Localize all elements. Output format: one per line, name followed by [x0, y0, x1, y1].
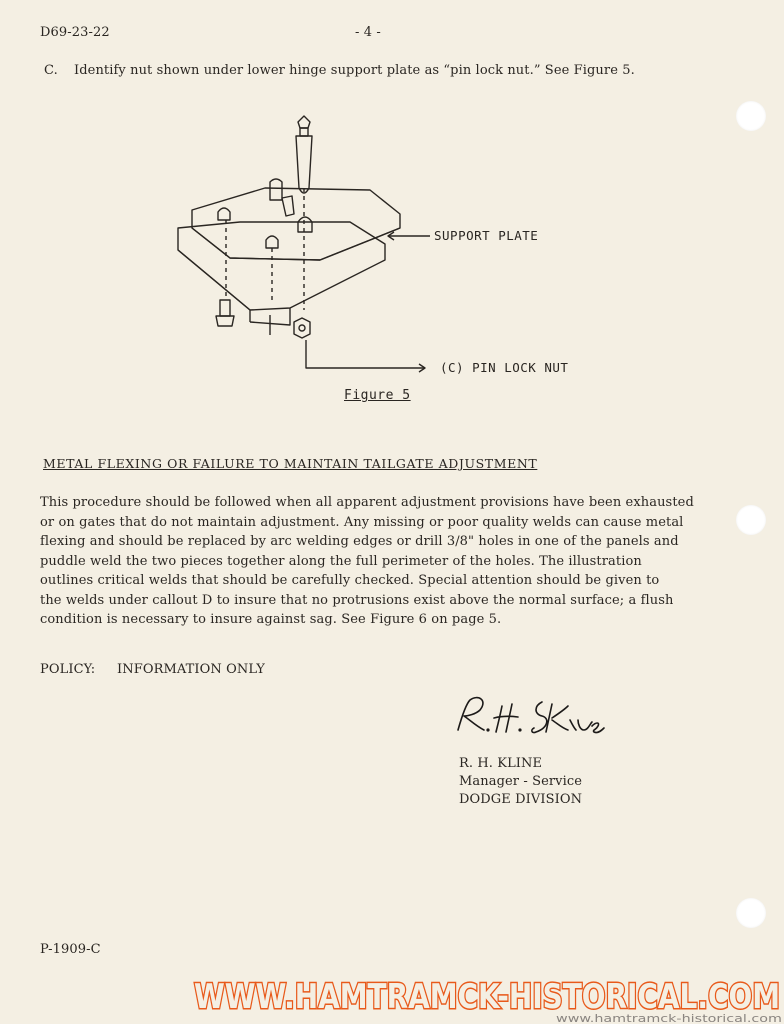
figure-caption: Figure 5 — [344, 388, 411, 403]
support-plate-illustration — [170, 110, 590, 380]
paragraph-line-6: the welds under callout D to insure that no protrusions exist above the normal surface; a flush — [40, 592, 674, 608]
item-c-text: Identify nut shown under lower hinge support plate as “pin lock nut.” See Figure 5. — [74, 63, 635, 78]
watermark-small-text: www.hamtramck-historical.com — [556, 1012, 782, 1024]
signer-title: Manager - Service — [459, 774, 583, 789]
paragraph-line-1: This procedure should be followed when all apparent adjustment provisions have been exhausted — [40, 495, 694, 510]
binder-hole-middle — [736, 505, 766, 535]
binder-hole-bottom — [736, 898, 766, 928]
paragraph-line-4: puddle weld the two pieces together along the full perimeter of the holes. The illustration — [40, 553, 642, 569]
callout-support-plate: SUPPORT PLATE — [434, 228, 539, 243]
binder-hole-top — [736, 101, 766, 131]
form-code: P-1909-C — [40, 942, 101, 957]
signer-name: R. H. KLINE — [459, 756, 543, 771]
paragraph-line-2: or on gates that do not maintain adjustment. Any missing or poor quality welds can cause metal — [40, 514, 684, 530]
policy-label: POLICY: — [40, 662, 96, 677]
item-c-letter: C. — [44, 63, 58, 78]
doc-code: D69-23-22 — [40, 25, 110, 40]
policy-value: INFORMATION ONLY — [117, 662, 265, 677]
section-heading: METAL FLEXING OR FAILURE TO MAINTAIN TAILGATE ADJUSTMENT — [43, 456, 538, 471]
procedure-paragraph — [40, 493, 720, 630]
paragraph-line-7: condition is necessary to insure against sag. See Figure 6 on page 5. — [40, 612, 502, 627]
callout-pin-lock-nut: (C) PIN LOCK NUT — [440, 360, 569, 375]
paragraph-line-5: outlines critical welds that should be carefully checked. Special attention should be given to — [40, 573, 660, 588]
website-watermark — [190, 968, 784, 1024]
signer-division: DODGE DIVISION — [459, 792, 583, 807]
page-number: - 4 - — [355, 25, 381, 40]
paragraph-line-3: flexing and should be replaced by arc welding edges or drill 3/8" holes in one of the panels and — [40, 534, 679, 549]
handwritten-signature — [448, 690, 608, 745]
watermark-text: WWW.HAMTRAMCK-HISTORICAL.COM — [194, 977, 780, 1017]
